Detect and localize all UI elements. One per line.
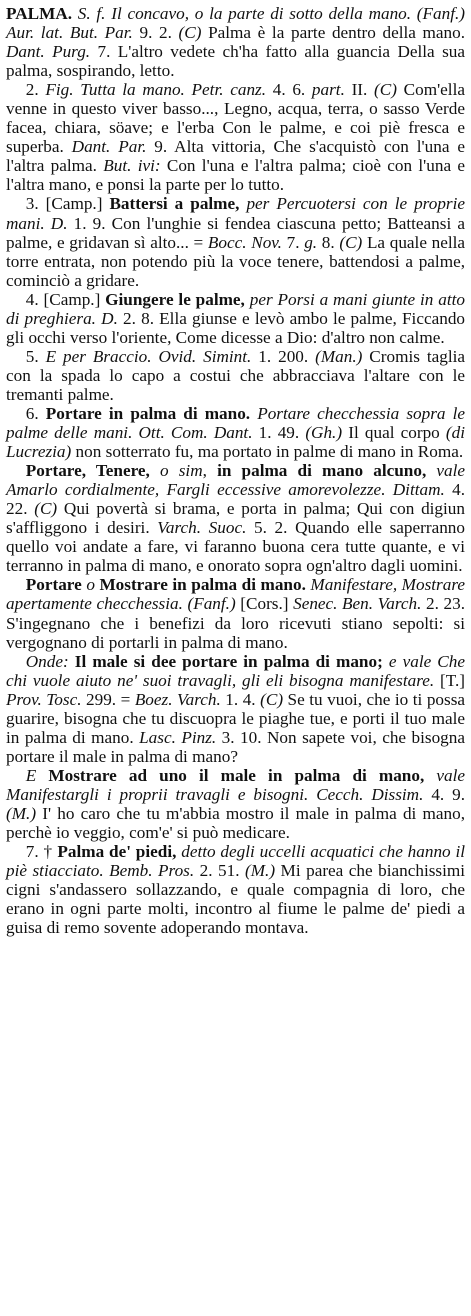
italic-text: (C) <box>374 80 397 100</box>
body-text: 1. 9. Con l'unghie si fendea ciascuna petto; Batteansi a palme, e gridavan sì alto... = <box>6 213 465 252</box>
body-text: 8. <box>317 232 340 252</box>
body-text: 5. <box>25 346 46 366</box>
italic-text: Portare checchessia sopra le palme delle mani. Ott. Com. Dant. <box>6 403 466 443</box>
body-text <box>36 766 48 785</box>
body-text: 4. 22. <box>6 480 466 519</box>
italic-text: E per Braccio. Ovid. Simint. <box>45 346 252 366</box>
body-text: 4. 6. <box>266 80 312 100</box>
italic-text: Onde: <box>25 651 69 671</box>
body-text <box>426 461 436 480</box>
body-text <box>150 461 160 480</box>
italic-text: (M.) <box>245 861 276 881</box>
body-text: Il qual corpo <box>342 423 446 443</box>
subsense-tenere-in-palma <box>6 461 465 575</box>
sense-5-braccio <box>6 347 465 404</box>
body-text: 7. † <box>25 842 58 862</box>
italic-text: Prov. Tosc. <box>6 689 82 709</box>
italic-text: per Percuotersi con le proprie mani. D. <box>6 194 466 233</box>
body-text: 1. 4. <box>220 689 261 709</box>
italic-text: Varch. Suoc. <box>157 518 247 538</box>
body-text: 2. 23. S'ingegnano che i benefizi da loro ricevuti stiano sepolti: si vergognano di portarli in palma di mano. <box>6 594 465 652</box>
body-text: Cromis taglia con la spada lo capo a costui che abbracciava l'altare con le tremanti palme. <box>6 346 466 404</box>
italic-text: (di Lucrezia) <box>6 423 465 462</box>
body-text: 2. <box>25 80 46 100</box>
body-text: , <box>202 461 218 481</box>
body-text: I' ho caro che tu m'abbia mostro il male in palma di mano, perchè io veggio, com'e' si può medicare. <box>6 803 465 843</box>
headword: Il male si dee portare in palma di mano; <box>74 651 383 671</box>
body-text: Se tu vuoi, che io ti possa guarire, bisogna che tu discuopra le piaghe tue, e porti il tuo male in palma di mano. <box>6 689 466 747</box>
headword: Mostrare ad uno il male in palma di mano, <box>48 765 425 785</box>
subsense-il-male <box>6 652 465 766</box>
italic-text: (C) <box>34 499 58 519</box>
body-text: 7. L'altro vedete ch'ha fatto alla guancia Della sua palma, sospirando, letto. <box>6 42 465 81</box>
body-text: 9. 2. <box>132 23 179 43</box>
italic-text: E <box>25 765 37 785</box>
headword: Giungere le palme, <box>105 289 245 309</box>
headword: Battersi a palme, <box>109 194 240 214</box>
italic-text: Bocc. Nov. <box>207 232 282 252</box>
headword: Mostrare in palma di mano. <box>99 575 306 595</box>
body-text: 2. 51. <box>194 861 245 881</box>
sense-6-portare-in-palma <box>6 404 465 461</box>
headword: Palma de' piedi, <box>57 842 177 862</box>
body-text: [T.] <box>434 670 466 690</box>
italic-text: o <box>86 575 95 595</box>
body-text: Com'ella venne in questo viver basso..., Legno, acqua, terra, o sasso Verde facea, chiara, söave; e l'erba Con le palme, e coi piè fresca e superba. <box>6 80 465 157</box>
body-text <box>424 766 436 785</box>
italic-text: Dant. Purg. <box>6 42 91 62</box>
body-text: 9. Alta vittoria, Che s'acquistò con l'una e l'altra palma. <box>6 137 465 176</box>
italic-text: Dant. Par. <box>71 137 147 157</box>
headword: Portare in palma di mano. <box>45 403 251 423</box>
body-text: Con l'una e l'altra palma; cioè con l'una e l'altra mano, e ponsi la parte per lo tutto. <box>6 156 465 195</box>
headword: PALMA. <box>6 4 73 23</box>
italic-text: But. ivi: <box>103 156 161 176</box>
sense-7-palma-de-piedi <box>6 842 465 937</box>
body-text: 4. [Camp.] <box>25 289 106 309</box>
subsense-mostrare-in-palma <box>6 575 465 651</box>
sense-4-giungere-le-palme <box>6 290 465 347</box>
italic-text: Manifestare, Mostrare apertamente checchessia. (Fanf.) <box>6 575 466 614</box>
italic-text: (Man.) <box>315 346 363 366</box>
body-text: 4. 9. <box>423 784 466 804</box>
body-text <box>169 461 179 480</box>
italic-text: (C) <box>178 23 202 43</box>
headword: Portare <box>25 575 82 595</box>
italic-text: per Porsi a mani giunte in atto di preghiera. D. <box>6 289 465 328</box>
italic-text: Boez. Varch. <box>134 689 221 709</box>
body-text: Qui povertà si brama, e porta in palma; Qui con digiun s'affliggono i desiri. <box>6 499 465 538</box>
body-text: 2. 8. Ella giunse e levò ambo le palme, Ficcando gli occhi verso l'oriente, Come dicesse a Dio: d'altro non calme. <box>6 308 466 347</box>
body-text: 3. [Camp.] <box>25 194 110 214</box>
body-text: 6. <box>25 403 46 423</box>
italic-text: vale Amarlo cordialmente, Fargli eccessive amorevolezze. Dittam. <box>6 461 466 500</box>
italic-text: vale Manifestargli i proprii travagli e bisogni. Cecch. Dissim. <box>6 765 465 804</box>
sense-2-figurative <box>6 80 465 194</box>
italic-text: g. <box>304 232 318 252</box>
italic-text: sim <box>178 461 203 481</box>
body-text: Mi parea che bianchissimi cigni s'andassero sollazzando, e quale compagnia di loro, che erano in ogni parte molti, incontro al fiume le palme de' piedi a guisa di remo sovente adoperando montava. <box>6 861 466 938</box>
sense-3-battersi-a-palme <box>6 194 465 289</box>
italic-text: Senec. Ben. Varch. <box>293 594 422 614</box>
body-text: 1. 49. <box>252 423 306 443</box>
italic-text: (Gh.) <box>305 423 343 443</box>
body-text: Palma è la parte dentro della mano. <box>201 23 466 43</box>
body-text: La quale nella torre entrata, non potendo più la voce tenere, battendosi a palme, cominciò a gridare. <box>6 232 466 290</box>
italic-text: (C) <box>339 232 363 252</box>
body-text: 1. 200. <box>251 346 316 366</box>
italic-text: Fig. Tutta la mano. Petr. canz. <box>45 80 267 100</box>
headword: Portare, Tenere, <box>25 461 150 481</box>
italic-text: part. <box>311 80 345 100</box>
entry-palma <box>6 4 465 80</box>
italic-text: detto degli uccelli acquatici che hanno il piè stiacciato. Bemb. Pros. <box>6 842 466 881</box>
italic-text: Lasc. Pinz. <box>139 727 217 747</box>
italic-text: S. f. Il concavo, o la parte di sotto della mano. (Fanf.) Aur. lat. But. Par. <box>6 4 466 43</box>
italic-text: (C) <box>260 689 284 709</box>
italic-text: (M.) <box>6 803 37 823</box>
subsense-mostrare-il-male <box>6 766 465 842</box>
body-text: II. <box>344 80 375 100</box>
body-text: non sotterrato fu, ma portato in palme di mano in Roma. <box>71 442 464 462</box>
italic-text: o <box>159 461 169 481</box>
body-text: 7. <box>281 232 305 252</box>
italic-text: e vale Che chi vuole aiuto ne' suoi travagli, gli eli bisogna manifestare. <box>6 651 465 690</box>
body-text: 5. 2. Quando elle saperranno quello voi andate a fare, vi faranno buona cera tutte quante, e vi terranno in palma di mano, e onorato sopra ogn'altro dagli uomini. <box>6 518 465 576</box>
body-text: [Cors.] <box>235 594 294 614</box>
body-text: 3. 10. Non sapete voi, che bisogna portare il male in palma di mano? <box>6 727 465 766</box>
body-text: 299. = <box>81 689 135 709</box>
headword: in palma di mano alcuno, <box>217 461 427 481</box>
